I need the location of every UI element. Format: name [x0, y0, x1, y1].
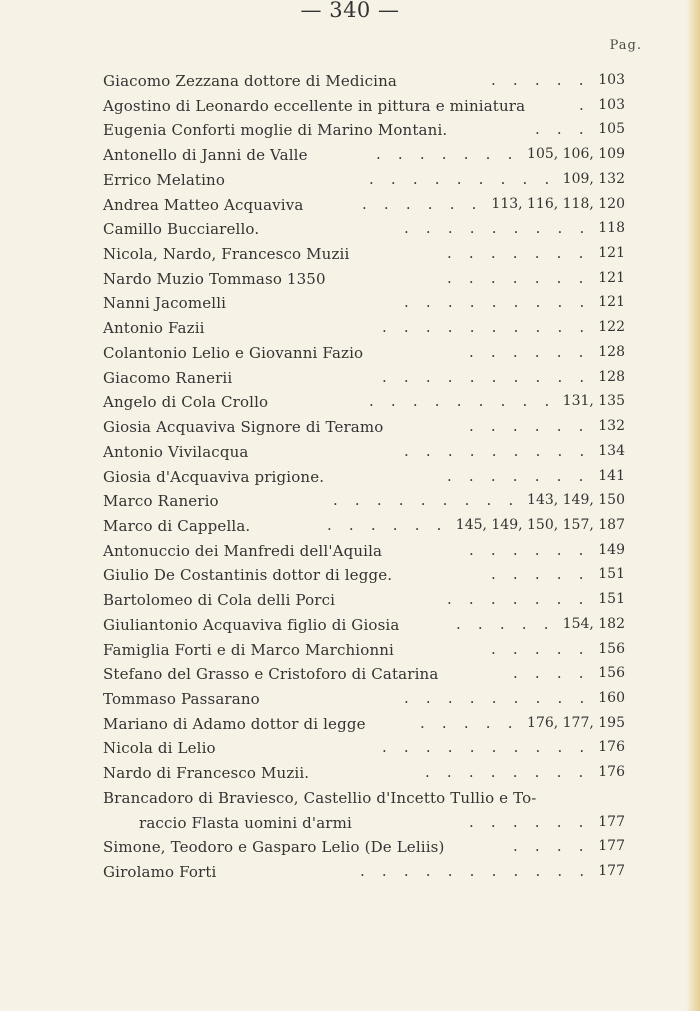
dot-leader: . . . . . . — [327, 515, 448, 534]
entry-name: Nanni Jacomelli — [103, 294, 227, 313]
entry-page-numbers: 109, 132 — [562, 170, 625, 187]
entry-name: Agostino di Leonardo eccellente in pittura e miniatura — [103, 96, 526, 115]
entry-name: Girolamo Forti — [103, 863, 217, 881]
entry-name: Andrea Matteo Acquaviva — [103, 195, 304, 214]
dot-leader: . . . . . . . . . — [333, 491, 520, 510]
index-entry — [103, 762, 625, 787]
entry-page-numbers: 145, 149, 150, 157, 187 — [455, 516, 625, 533]
index-entry — [103, 441, 625, 466]
entry-name: Antonio Vivilacqua — [103, 442, 249, 461]
entry-name: Giulio De Costantinis dottor di legge. — [103, 566, 393, 585]
dot-leader: . . . — [535, 120, 590, 139]
index-entry — [103, 169, 625, 194]
dot-leader: . . . . . . . — [447, 244, 590, 263]
entry-page-numbers: 121 — [598, 294, 625, 311]
entry-name: Famiglia Forti e di Marco Marchionni — [103, 640, 395, 659]
entry-page-numbers: 176 — [598, 764, 625, 781]
entry-page-numbers: 149 — [598, 541, 625, 558]
index-entry — [103, 317, 625, 342]
entry-name: Giosia d'Acquaviva prigione. — [103, 467, 325, 486]
dot-leader: . . . . . . — [362, 194, 483, 213]
entry-name: Giosia Acquaviva Signore di Teramo — [103, 418, 384, 437]
entry-name: Simone, Teodoro e Gasparo Lelio (De Leliis) — [103, 838, 445, 857]
index-entry — [103, 639, 625, 664]
dot-leader: . . . . . . — [469, 812, 590, 831]
dot-leader: . . . . . — [491, 639, 590, 658]
entry-name: Errico Melatino — [103, 170, 226, 189]
paper-edge — [686, 0, 700, 1011]
entry-page-numbers: 154, 182 — [562, 615, 625, 632]
index-entry — [103, 787, 625, 812]
entry-page-numbers: 128 — [598, 368, 625, 385]
dot-leader: . . . . . . . — [447, 590, 590, 609]
index-entry — [103, 614, 625, 639]
index-entry — [103, 713, 625, 738]
index-entry — [103, 70, 625, 95]
entry-page-numbers: 103 — [598, 96, 625, 113]
index-entry — [103, 194, 625, 219]
entry-page-numbers: 143, 149, 150 — [527, 492, 625, 509]
index-entry — [103, 95, 625, 120]
dot-leader: . . . . . — [456, 614, 555, 633]
index-entry — [103, 292, 625, 317]
entry-name: Camillo Bucciarello. — [103, 220, 260, 239]
entry-page-numbers: 103 — [598, 72, 625, 88]
dot-leader: . . . . . . — [469, 342, 590, 361]
page-column-heading: Pag. — [609, 38, 642, 53]
index-entry — [103, 564, 625, 589]
index-entry — [103, 589, 625, 614]
dot-leader: . . . . . . . . . — [404, 441, 591, 460]
entry-page-numbers: 105 — [598, 121, 625, 138]
entry-page-numbers: 177 — [598, 813, 625, 830]
index-entry — [103, 391, 625, 416]
index-entry — [103, 466, 625, 491]
dot-leader: . . . . . . . . . — [369, 392, 556, 411]
dot-leader: . . . . . . — [469, 417, 590, 436]
index-entry — [103, 342, 625, 367]
index-entry — [103, 836, 625, 861]
entry-name: Giuliantonio Acquaviva figlio di Giosia — [103, 615, 400, 634]
entry-name: Nicola, Nardo, Francesco Muzii — [103, 245, 350, 264]
entry-page-numbers: 141 — [598, 467, 625, 484]
index-entry — [103, 119, 625, 144]
entry-name: Colantonio Lelio e Giovanni Fazio — [103, 343, 364, 362]
entry-page-numbers: 105, 106, 109 — [527, 146, 625, 163]
dot-leader: . . . . . . . . . — [404, 688, 591, 707]
index-entry — [103, 416, 625, 441]
index-entry — [103, 540, 625, 565]
dot-leader: . . . . . . . — [447, 268, 590, 287]
entry-page-numbers: 151 — [598, 566, 625, 583]
dot-leader: . . . . . . . . . . — [382, 738, 591, 757]
entry-name: Antonio Fazii — [103, 319, 205, 338]
entry-page-numbers: 121 — [598, 245, 625, 262]
entry-name: Angelo di Cola Crollo — [103, 393, 269, 412]
index-entry — [103, 515, 625, 540]
index-entry — [103, 663, 625, 688]
entry-name: Nicola di Lelio — [103, 739, 216, 758]
entry-page-numbers: 156 — [598, 665, 625, 682]
entry-name: Antonuccio dei Manfredi dell'Aquila — [103, 541, 383, 560]
entry-name: Nardo Muzio Tommaso 1350 — [103, 269, 326, 288]
entry-page-numbers: 176 — [598, 739, 625, 756]
dot-leader: . . . . . — [491, 565, 590, 584]
index-entry — [103, 268, 625, 293]
index-list — [103, 70, 625, 886]
index-entry — [103, 218, 625, 243]
index-entry — [103, 861, 625, 886]
entry-page-numbers: 113, 116, 118, 120 — [491, 195, 625, 212]
entry-page-numbers: 151 — [598, 591, 625, 608]
dot-leader: . — [579, 95, 590, 114]
entry-name: raccio Flasta uomini d'armi — [139, 813, 352, 832]
index-entry — [103, 688, 625, 713]
entry-name: Bartolomeo di Cola delli Porci — [103, 591, 336, 610]
entry-name: Giacomo Ranerii — [103, 368, 233, 387]
entry-page-numbers: 156 — [598, 640, 625, 657]
dot-leader: . . . . . . . . . — [404, 219, 591, 238]
entry-page-numbers: 177 — [598, 863, 625, 879]
dot-leader: . . . . . . . . . — [404, 293, 591, 312]
entry-name: Mariano di Adamo dottor di legge — [103, 714, 366, 733]
dot-leader: . . . . . . . . — [425, 763, 590, 782]
index-entry — [103, 243, 625, 268]
entry-name: Marco Ranerio — [103, 492, 219, 511]
entry-name: Stefano del Grasso e Cristoforo di Catarina — [103, 665, 439, 684]
entry-name: Nardo di Francesco Muzii. — [103, 764, 310, 783]
entry-page-numbers: 160 — [598, 689, 625, 706]
entry-page-numbers: 132 — [598, 418, 625, 435]
entry-page-numbers: 176, 177, 195 — [527, 714, 625, 731]
dot-leader: . . . . — [513, 664, 590, 683]
page-number: — 340 — — [300, 0, 400, 22]
entry-page-numbers: 134 — [598, 442, 625, 459]
dot-leader: . . . . . . . . . . . — [360, 862, 591, 880]
entry-page-numbers: 128 — [598, 343, 625, 360]
dot-leader: . . . . . . . . . . — [382, 318, 591, 337]
index-entry — [103, 812, 625, 837]
dot-leader: . . . . . — [420, 713, 519, 732]
entry-name: Eugenia Conforti moglie di Marino Montani. — [103, 121, 448, 140]
dot-leader: . . . . . — [491, 71, 590, 89]
dot-leader: . . . . . . . — [447, 466, 590, 485]
entry-page-numbers: 177 — [598, 838, 625, 855]
entry-name: Antonello di Janni de Valle — [103, 146, 308, 165]
entry-name: Giacomo Zezzana dottore di Medicina — [103, 72, 397, 90]
dot-leader: . . . . — [513, 837, 590, 856]
dot-leader: . . . . . . . — [376, 145, 519, 164]
entry-name: Tommaso Passarano — [103, 689, 260, 708]
entry-page-numbers: 122 — [598, 319, 625, 336]
index-entry — [103, 490, 625, 515]
entry-name: Marco di Cappella. — [103, 516, 251, 535]
dot-leader: . . . . . . . . . — [369, 169, 556, 188]
entry-name: Brancadoro di Braviesco, Castellio d'Incetto Tullio e To- — [103, 788, 537, 807]
index-entry — [103, 737, 625, 762]
index-entry — [103, 144, 625, 169]
entry-page-numbers: 118 — [598, 220, 625, 237]
entry-page-numbers: 131, 135 — [562, 393, 625, 410]
dot-leader: . . . . . . . . . . — [382, 367, 591, 386]
dot-leader: . . . . . . — [469, 540, 590, 559]
entry-page-numbers: 121 — [598, 269, 625, 286]
index-entry — [103, 367, 625, 392]
